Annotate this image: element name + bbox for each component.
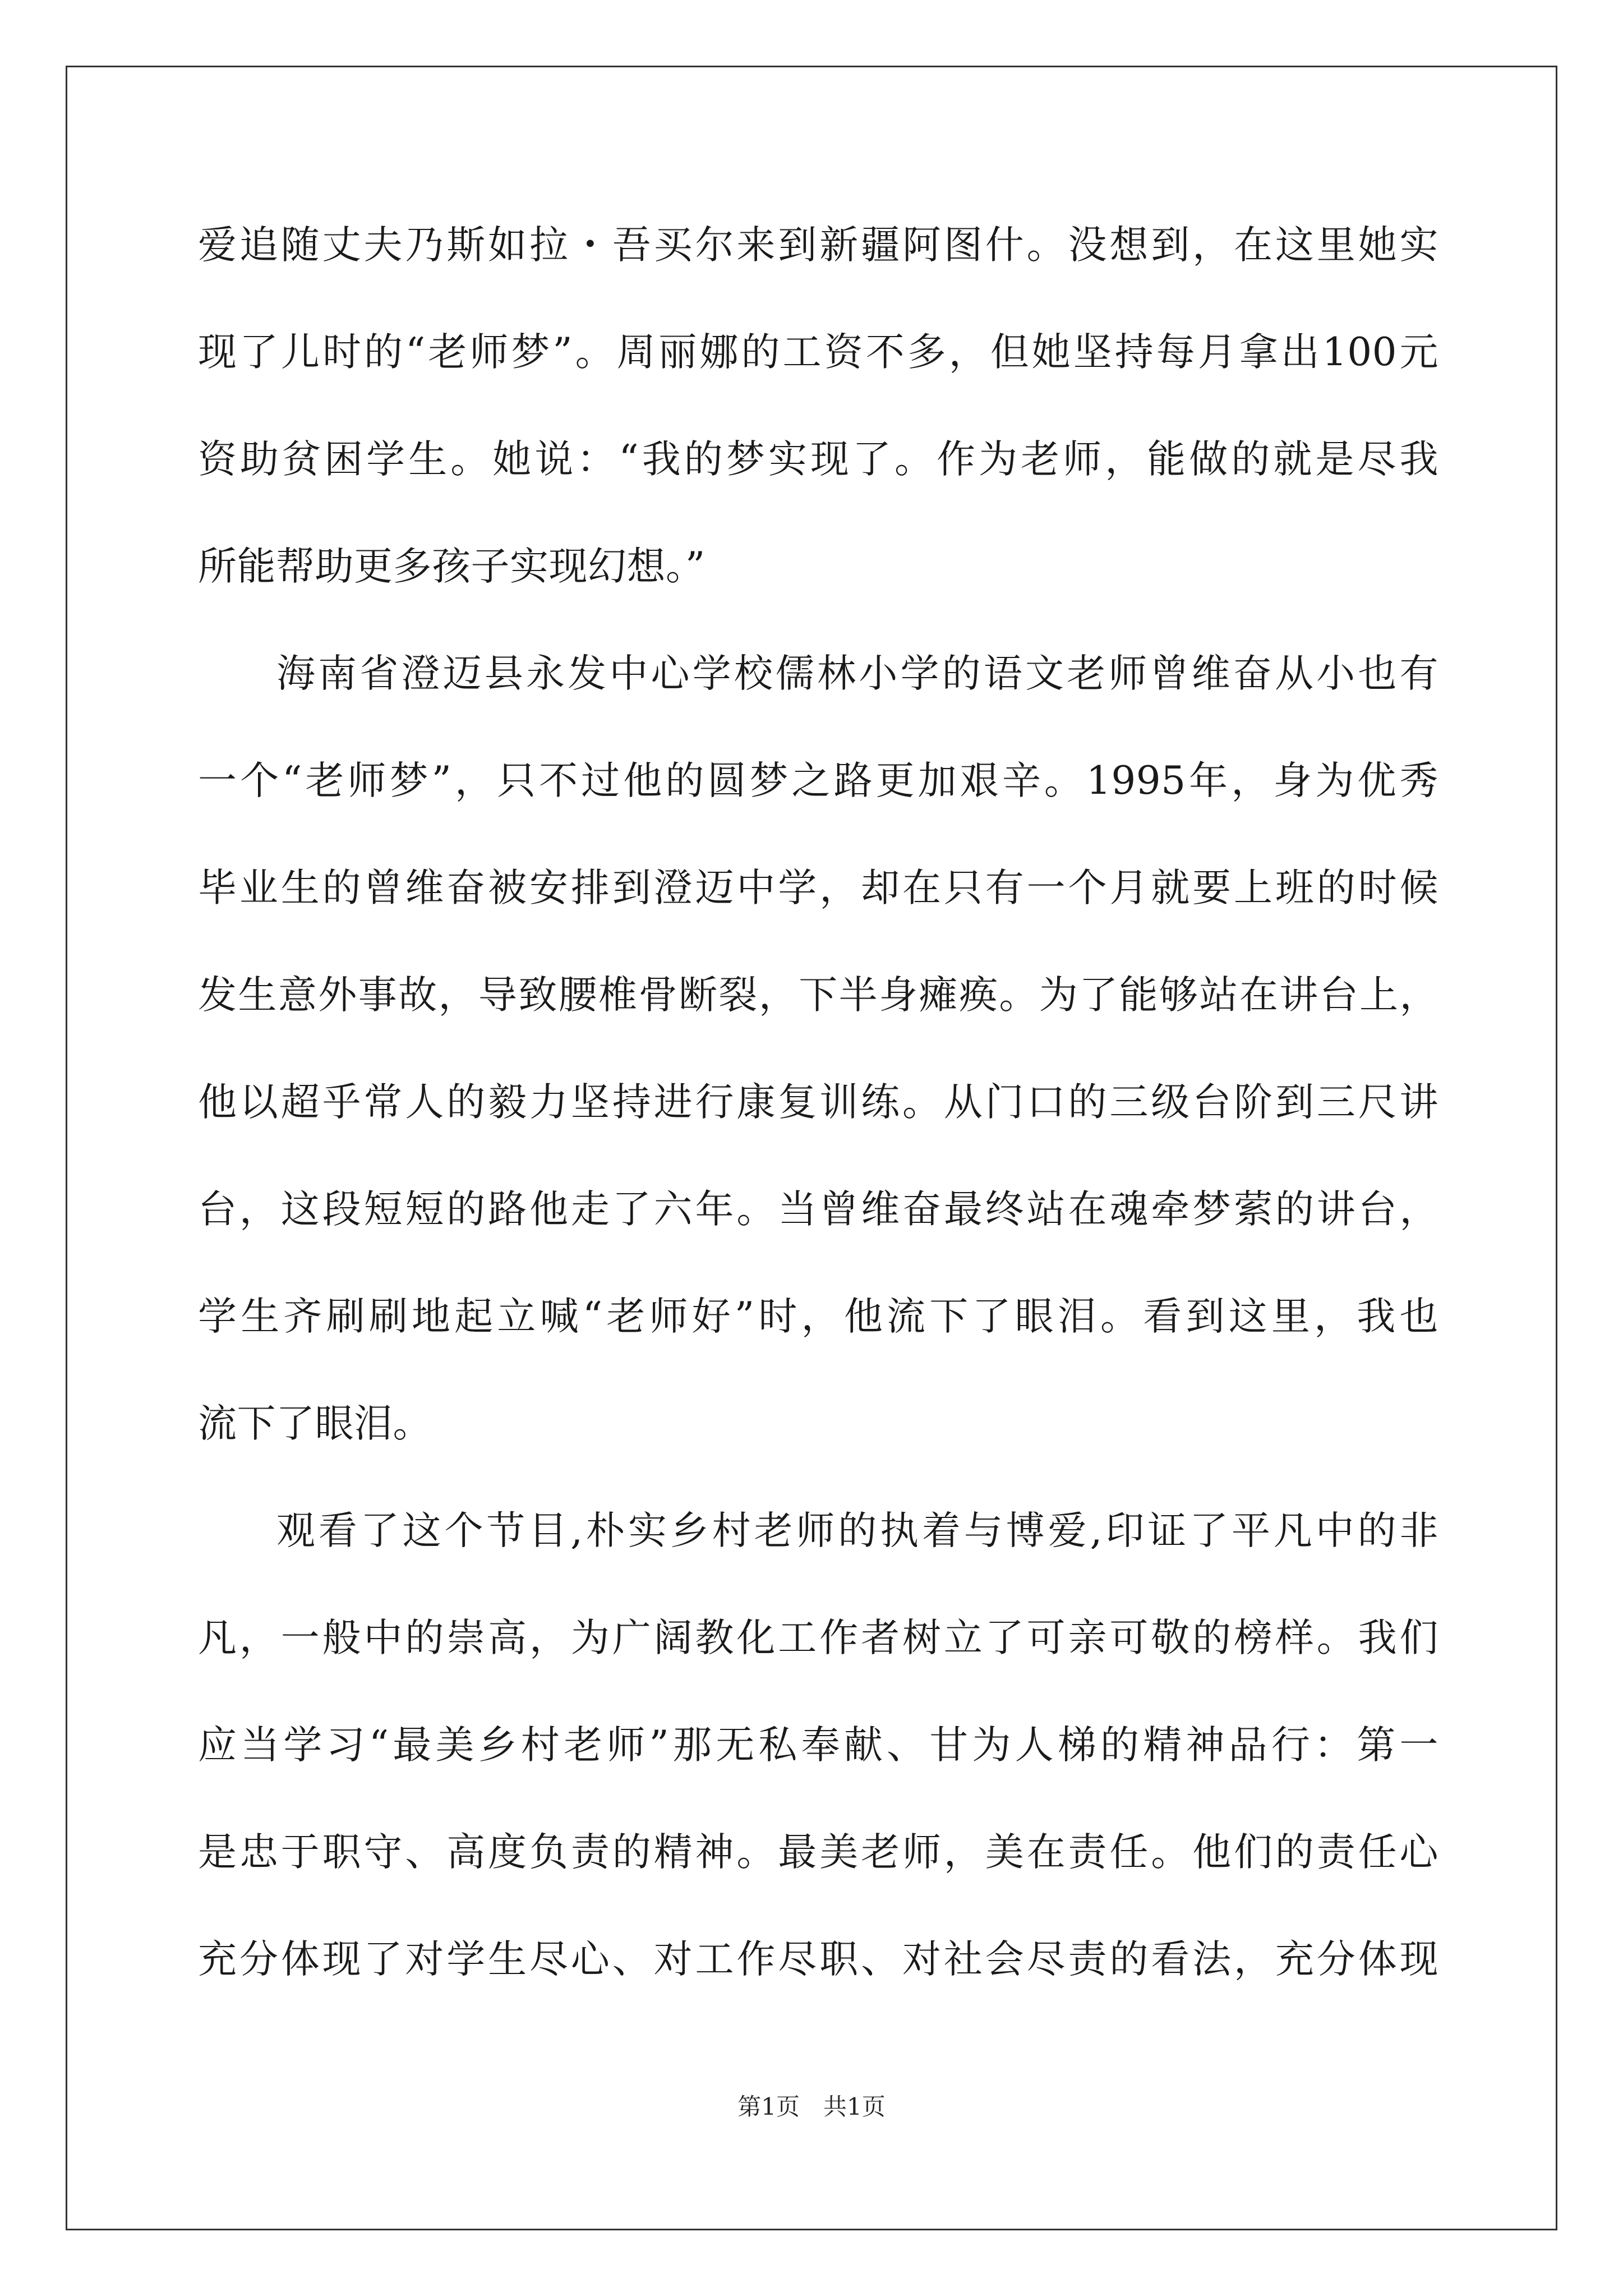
paragraph [198, 1494, 1438, 2030]
text-line: 所能帮助更多孩子实现幻想。” [198, 544, 706, 589]
text-line: 毕业生的曾维奋被安排到澄迈中学，却在只有一个月就要上班的时候 [198, 866, 1438, 910]
document-body [198, 209, 1438, 2030]
text-line: 台，这段短短的路他走了六年。当曾维奋最终站在魂牵梦萦的讲台， [198, 1187, 1438, 1232]
paragraph [198, 637, 1438, 1494]
text-line: 观看了这个节目,朴实乡村老师的执着与博爱,印证了平凡中的非 [276, 1508, 1438, 1553]
text-line: 凡，一般中的崇高，为广阔教化工作者树立了可亲可敬的榜样。我们 [198, 1616, 1438, 1660]
text-line: 充分体现了对学生尽心、对工作尽职、对社会尽责的看法，充分体现 [198, 1937, 1438, 1982]
page-number-footer: 第1页 共1页 [737, 2093, 886, 2120]
text-line: 爱追随丈夫乃斯如拉・吾买尔来到新疆阿图什。没想到，在这里她实 [198, 223, 1438, 268]
text-line: 一个“老师梦”，只不过他的圆梦之路更加艰辛。1995年，身为优秀 [198, 758, 1438, 803]
text-line: 海南省澄迈县永发中心学校儒林小学的语文老师曾维奋从小也有 [276, 651, 1438, 696]
text-line: 发生意外事故，导致腰椎骨断裂，下半身瘫痪。为了能够站在讲台上， [198, 973, 1438, 1018]
text-line: 是忠于职守、高度负责的精神。最美老师，美在责任。他们的责任心 [198, 1830, 1438, 1875]
text-line: 他以超乎常人的毅力坚持进行康复训练。从门口的三级台阶到三尺讲 [198, 1080, 1438, 1125]
paragraph [198, 209, 1438, 637]
text-line: 现了儿时的“老师梦”。周丽娜的工资不多，但她坚持每月拿出100元 [198, 330, 1438, 375]
text-line: 学生齐刷刷地起立喊“老师好”时，他流下了眼泪。看到这里，我也 [198, 1294, 1438, 1339]
text-line: 流下了眼泪。 [198, 1401, 432, 1446]
text-line: 资助贫困学生。她说：“我的梦实现了。作为老师，能做的就是尽我 [198, 437, 1438, 482]
text-line: 应当学习“最美乡村老师”那无私奉献、甘为人梯的精神品行：第一 [198, 1723, 1438, 1768]
